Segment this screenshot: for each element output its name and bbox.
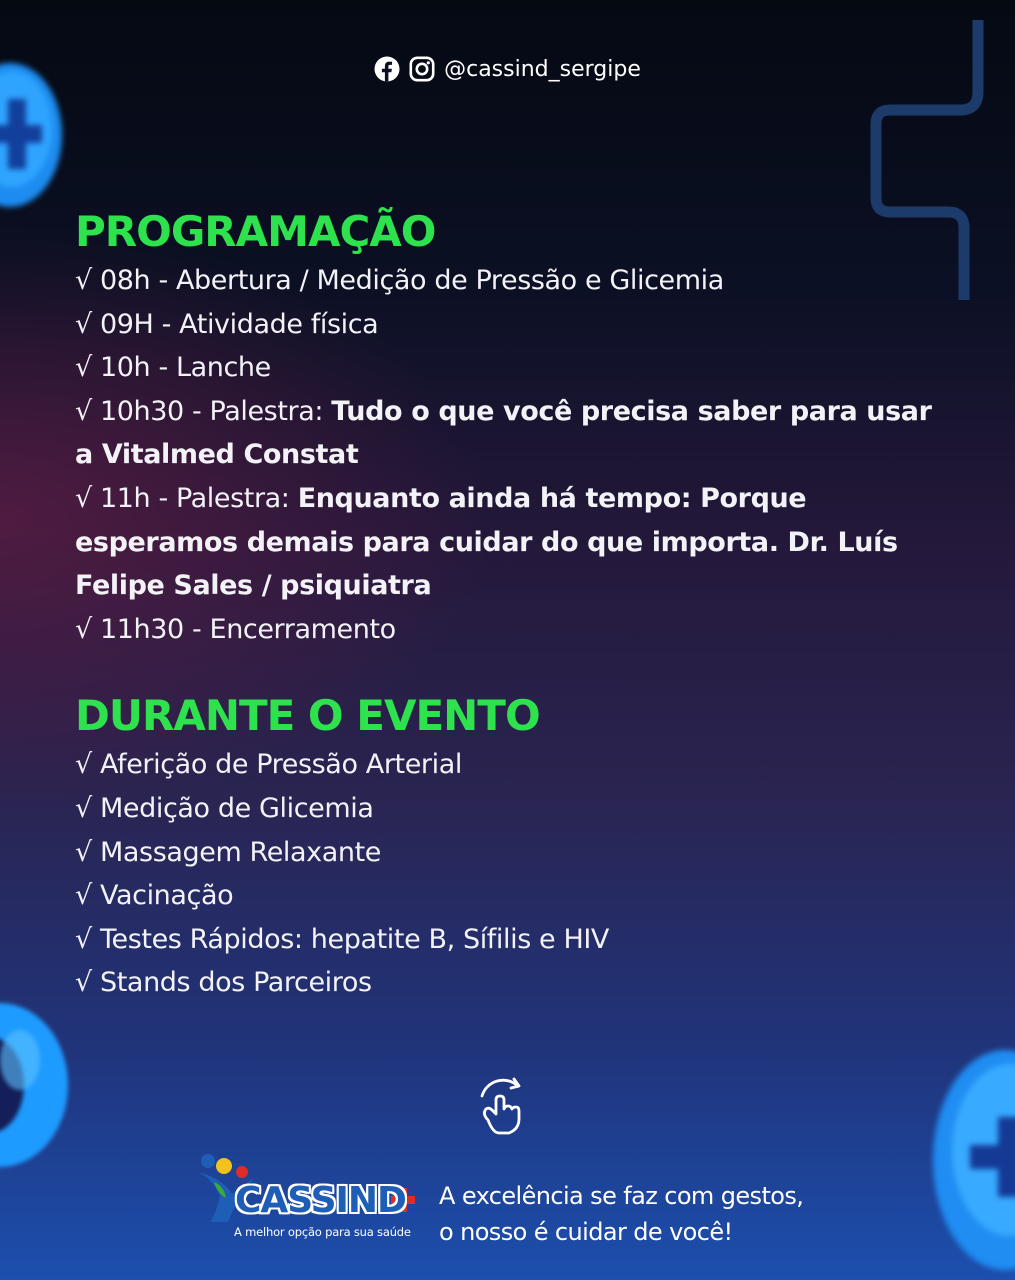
programacao-title: PROGRAMAÇÃO bbox=[75, 207, 436, 256]
durante-item: √ Testes Rápidos: hepatite B, Sífilis e HIV bbox=[75, 923, 609, 955]
social-handle-bar bbox=[0, 56, 1015, 82]
check-mark-icon: √ bbox=[75, 613, 92, 645]
tagline-line-1: A excelência se faz com gestos, bbox=[439, 1182, 804, 1210]
durante-item: √ Stands dos Parceiros bbox=[75, 967, 372, 999]
check-mark-icon: √ bbox=[75, 265, 92, 296]
event-content bbox=[75, 205, 935, 1005]
check-mark-icon: √ bbox=[75, 836, 92, 868]
programacao-item: √ 10h - Lanche bbox=[75, 352, 271, 384]
tagline-line-2: o nosso é cuidar de você! bbox=[439, 1218, 733, 1246]
check-mark-icon: √ bbox=[75, 395, 92, 427]
programacao-list bbox=[75, 259, 935, 651]
instagram-icon[interactable] bbox=[409, 56, 435, 82]
check-mark-icon: √ bbox=[75, 749, 92, 781]
programacao-item: √ 11h30 - Encerramento bbox=[75, 613, 396, 645]
cassind-logo-text: CASSIND bbox=[235, 1180, 406, 1221]
hand-tap-icon bbox=[474, 1076, 530, 1136]
blue-cross-bottom-right-decoration bbox=[915, 1045, 1015, 1275]
durante-item: √ Aferição de Pressão Arterial bbox=[75, 749, 462, 781]
durante-item: √ Massagem Relaxante bbox=[75, 836, 381, 868]
check-mark-icon: √ bbox=[75, 792, 92, 824]
durante-evento-title: DURANTE O EVENTO bbox=[75, 691, 540, 741]
check-mark-icon: √ bbox=[75, 923, 92, 955]
check-mark-icon: √ bbox=[75, 482, 92, 514]
check-mark-icon: √ bbox=[75, 352, 92, 384]
tagline bbox=[439, 1178, 803, 1250]
durante-item: √ Vacinação bbox=[75, 880, 234, 912]
check-mark-icon: √ bbox=[75, 967, 92, 999]
durante-evento-list bbox=[75, 743, 935, 1005]
programacao-item: √ 10h30 - Palestra: Tudo o que você precisa saber para usar a Vitalmed Constat bbox=[75, 395, 932, 471]
check-mark-icon: √ bbox=[75, 880, 92, 912]
programacao-item: √ 11h - Palestra: Enquanto ainda há tempo: Porque esperamos demais para cuidar do que importa. Dr. Luís Felipe Sales / psiquiatra bbox=[75, 482, 898, 602]
programacao-item: √ 08h - Abertura / Medição de Pressão e Glicemia bbox=[75, 265, 724, 296]
programacao-item: √ 09H - Atividade física bbox=[75, 308, 379, 340]
cassind-logo-subtitle: A melhor opção para sua saúde bbox=[234, 1225, 411, 1239]
check-mark-icon: √ bbox=[75, 308, 92, 340]
durante-item: √ Medição de Glicemia bbox=[75, 792, 374, 824]
footer bbox=[198, 1152, 838, 1252]
blue-ring-bottom-left-decoration bbox=[0, 1000, 80, 1170]
facebook-icon[interactable] bbox=[374, 56, 400, 82]
social-handle-text[interactable]: @cassind_sergipe bbox=[444, 56, 641, 82]
